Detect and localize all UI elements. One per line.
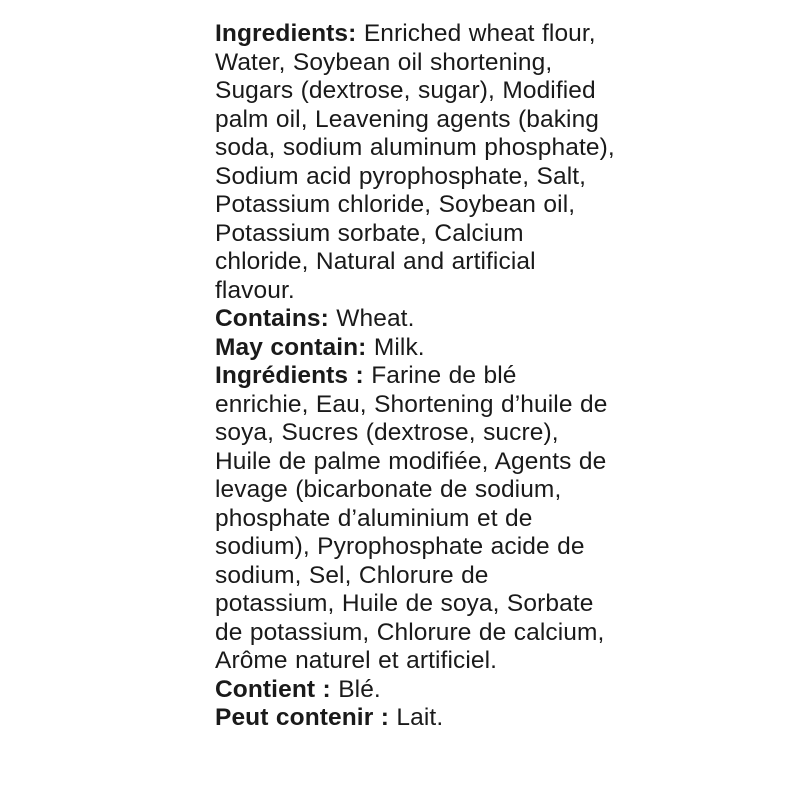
- contient-french-text: Blé.: [330, 675, 381, 703]
- ingredients-english-heading: Ingredients:: [215, 20, 357, 47]
- ingredients-french-section: [215, 362, 615, 676]
- peut-contenir-french-heading: Peut contenir :: [215, 704, 390, 731]
- contient-french-section: [215, 676, 615, 705]
- peut-contenir-french-text: Lait.: [389, 704, 444, 731]
- may-contain-english-section: [215, 334, 615, 363]
- peut-contenir-french-section: [215, 704, 615, 733]
- may-contain-english-heading: May contain:: [215, 333, 367, 361]
- contient-french-heading: Contient :: [215, 675, 331, 703]
- contains-english-text: Wheat.: [328, 305, 415, 332]
- may-contain-english-text: Milk.: [366, 333, 425, 361]
- ingredients-french-text: Farine de blé enrichie, Eau, Shortening d’huile de soya, Sucres (dextrose, sucre), Huile de palme modifiée, Agents de levage (bicarbonate de sodium, phosphate d’aluminium et de sodium), Pyrophosphate acide de sodium, Sel, Chlorure de potassium, Huile de soya, Sorbate de potassium, Chlorure de calcium, Arôme naturel et artificiel.: [215, 362, 608, 674]
- ingredients-label-panel: [215, 20, 615, 733]
- ingredients-english-section: [215, 20, 615, 305]
- ingredients-english-text: Enriched wheat flour, Water, Soybean oil shortening, Sugars (dextrose, sugar), Modified palm oil, Leavening agents (baking soda, sodium aluminum phosphate), Sodium acid pyrophosphate, Salt, Potassium chloride, Soybean oil, Potassium sorbate, Calcium chloride, Natural and artificial flavour.: [215, 20, 615, 304]
- contains-english-section: [215, 305, 615, 334]
- contains-english-heading: Contains:: [215, 305, 329, 332]
- ingredients-french-heading: Ingrédients :: [215, 362, 364, 389]
